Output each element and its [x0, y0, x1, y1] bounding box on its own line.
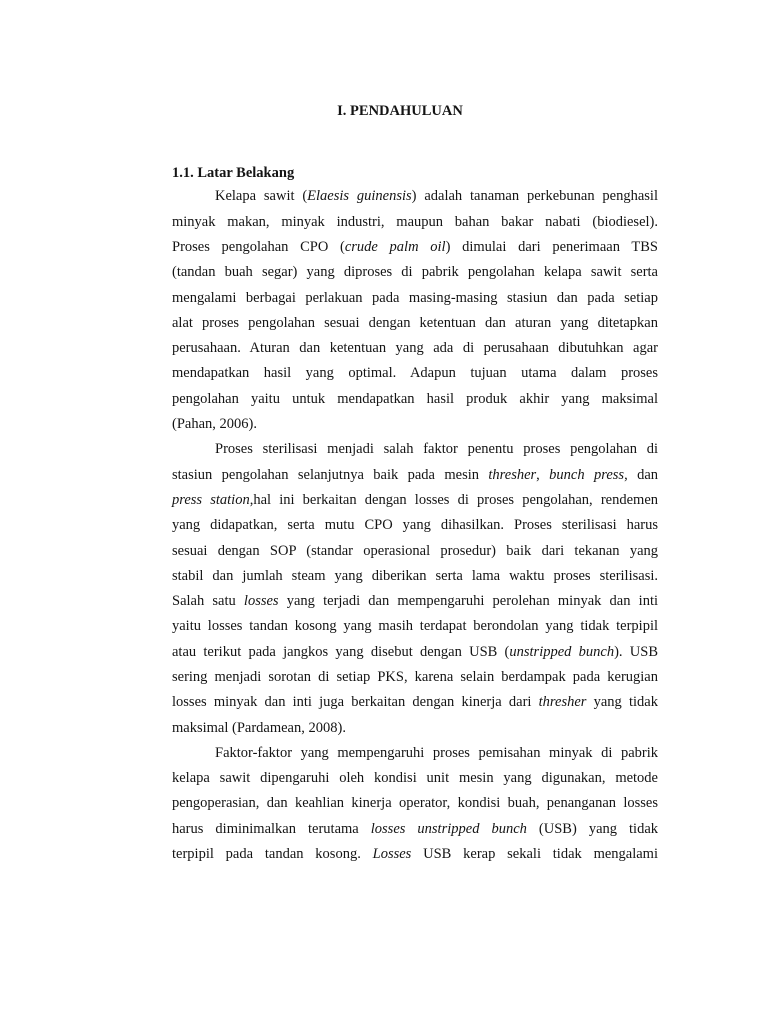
text-line	[172, 690, 658, 715]
text-line	[172, 311, 658, 336]
text-run: , dan	[624, 466, 658, 483]
page-title: I. PENDAHULUAN	[337, 103, 463, 119]
text-run: Faktor-faktor yang mempengaruhi proses pemisahan minyak di pabrik	[215, 744, 658, 761]
paragraph	[172, 437, 658, 741]
text-line	[172, 539, 658, 564]
text-run: mengalami berbagai perlakuan pada masing-masing stasiun dan pada setiap	[172, 289, 658, 306]
text-run: pengoperasian, dan keahlian kinerja operator, kondisi buah, penanganan losses	[172, 795, 658, 812]
text-line	[172, 716, 658, 741]
text-run: yaitu losses tandan kosong yang masih terdapat berondolan yang tidak terpipil	[172, 618, 658, 635]
text-run: losses minyak dan inti juga berkaitan dengan kinerja dari	[172, 694, 539, 711]
text-run: mendapatkan hasil yang optimal. Adapun tujuan utama dalam proses	[172, 365, 658, 382]
text-run: ,	[536, 466, 550, 483]
text-run: harus diminimalkan terutama	[172, 820, 371, 837]
text-line	[172, 766, 658, 791]
text-run: yang tidak	[586, 694, 658, 711]
italic-term: bunch press	[549, 466, 625, 483]
text-run: ). USB	[614, 643, 658, 660]
body-text	[172, 184, 658, 867]
text-line	[172, 791, 658, 816]
text-line	[172, 564, 658, 589]
text-line	[172, 437, 658, 462]
italic-term: losses	[243, 593, 279, 610]
text-line	[172, 336, 658, 361]
italic-term: Losses	[372, 846, 412, 863]
text-run: perusahaan. Aturan dan ketentuan yang ada di perusahaan dibutuhkan agar	[172, 340, 658, 357]
text-run: yang terjadi dan mempengaruhi perolehan minyak dan inti	[278, 593, 658, 610]
text-line	[172, 210, 658, 235]
paragraph	[172, 184, 658, 437]
text-run: Kelapa sawit (	[215, 188, 308, 205]
text-line	[172, 589, 658, 614]
text-run: maksimal (Pardamean, 2008).	[172, 719, 346, 736]
text-line	[172, 235, 658, 260]
text-run: USB kerap sekali tidak mengalami	[411, 846, 658, 863]
text-line	[172, 842, 658, 867]
text-line	[172, 513, 658, 538]
text-run: (Pahan, 2006).	[172, 416, 257, 433]
text-run: stasiun pengolahan selanjutnya baik pada mesin	[172, 466, 489, 483]
text-line	[172, 260, 658, 285]
text-run: ) dimulai dari penerimaan TBS	[445, 238, 658, 255]
text-run: pengolahan yaitu untuk mendapatkan hasil produk akhir yang maksimal	[172, 390, 658, 407]
text-run: (USB) yang tidak	[526, 820, 659, 837]
text-line	[172, 387, 658, 412]
italic-term: Elaesis guinensis	[307, 188, 412, 205]
text-run: yang didapatkan, serta mutu CPO yang dihasilkan. Proses sterilisasi harus	[172, 517, 658, 534]
text-run: sesuai dengan SOP (standar operasional prosedur) baik dari tekanan yang	[172, 542, 658, 559]
text-run: ) adalah tanaman perkebunan penghasil	[411, 188, 658, 205]
paragraph	[172, 741, 658, 867]
italic-term: crude palm oil	[344, 238, 446, 255]
text-run: sering menjadi sorotan di setiap PKS, karena selain berdampak pada kerugian	[172, 668, 658, 685]
text-run: atau terikut pada jangkos yang disebut dengan USB (	[172, 643, 510, 660]
text-run: Salah satu	[172, 593, 244, 610]
section-heading: 1.1. Latar Belakang	[172, 165, 295, 181]
text-run: minyak makan, minyak industri, maupun bahan bakar nabati (biodiesel).	[172, 213, 658, 230]
text-run: (tandan buah segar) yang diproses di pabrik pengolahan kelapa sawit serta	[172, 264, 658, 281]
italic-term: thresher	[488, 466, 537, 483]
text-run: terpipil pada tandan kosong.	[172, 846, 373, 863]
text-line	[172, 488, 658, 513]
text-run: Proses sterilisasi menjadi salah faktor penentu proses pengolahan di	[215, 441, 658, 458]
text-run: kelapa sawit dipengaruhi oleh kondisi unit mesin yang digunakan, metode	[172, 770, 658, 787]
text-line	[172, 412, 658, 437]
text-line	[172, 640, 658, 665]
text-run: Proses pengolahan CPO (	[172, 238, 345, 255]
text-line	[172, 614, 658, 639]
italic-term: press station	[172, 491, 250, 508]
text-line	[172, 463, 658, 488]
text-line	[172, 817, 658, 842]
italic-term: thresher	[538, 694, 587, 711]
text-run: alat proses pengolahan sesuai dengan ketentuan dan aturan yang ditetapkan	[172, 314, 658, 331]
italic-term: losses unstripped bunch	[370, 820, 527, 837]
italic-term: unstripped bunch	[509, 643, 615, 660]
text-line	[172, 184, 658, 209]
text-line	[172, 665, 658, 690]
text-run: stabil dan jumlah steam yang diberikan serta lama waktu proses sterilisasi.	[172, 567, 658, 584]
text-run: ,hal ini berkaitan dengan losses di proses pengolahan, rendemen	[249, 491, 658, 508]
text-line	[172, 286, 658, 311]
text-line	[172, 741, 658, 766]
text-line	[172, 361, 658, 386]
